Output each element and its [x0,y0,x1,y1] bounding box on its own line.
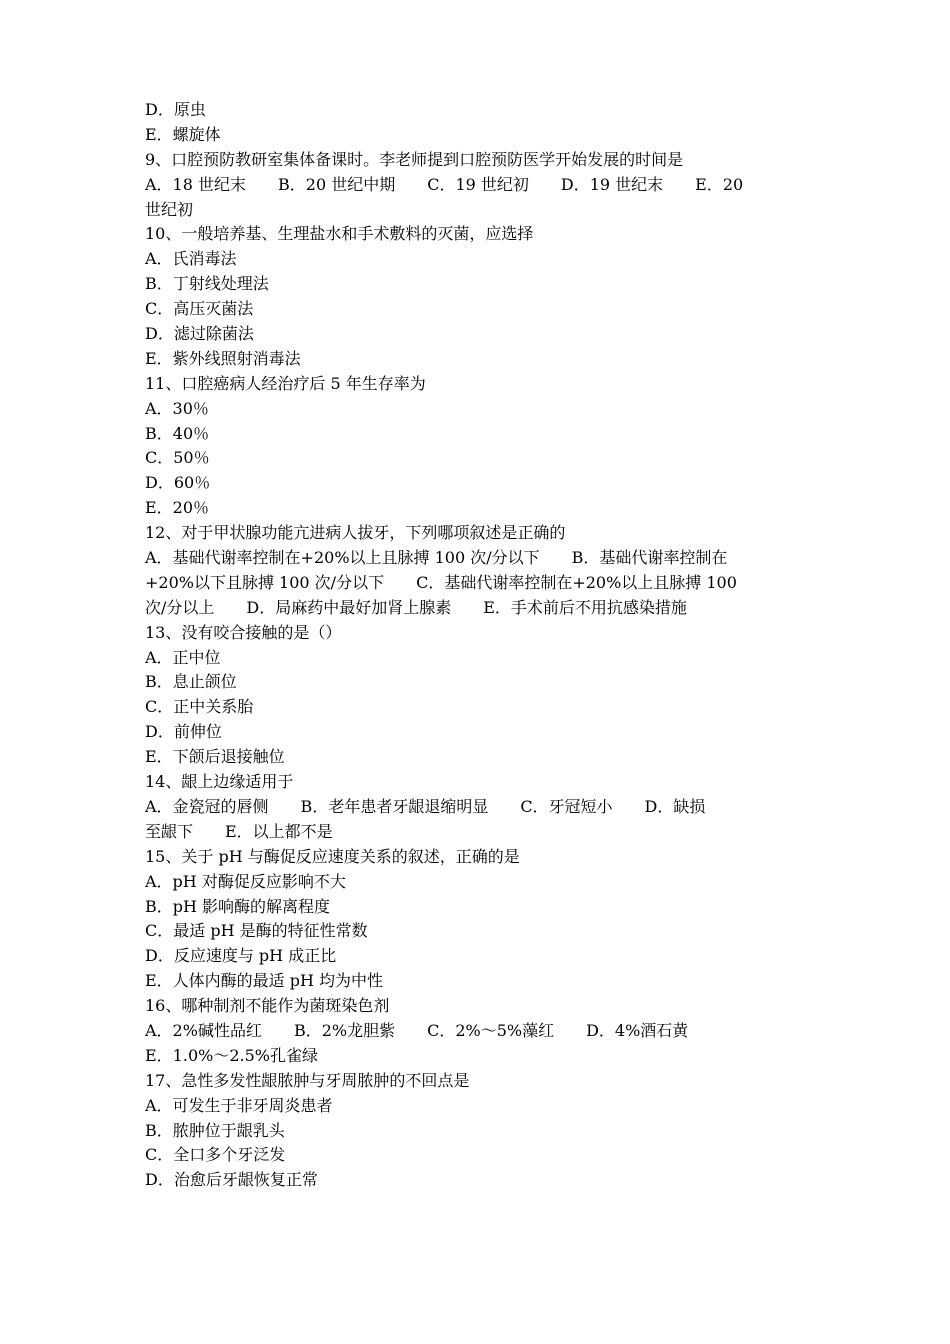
text-line: E．20％ [145,498,210,518]
text-line: D．60％ [145,473,211,493]
text-line: A．基础代谢率控制在+20%以上且脉搏 100 次/分以下 B．基础代谢率控制在 [145,548,728,568]
text-line: 世纪初 [145,199,194,219]
question-12: 12、对于甲状腺功能亢进病人拔牙，下列哪项叙述是正确的 [145,523,566,543]
text-line: C．50％ [145,448,210,468]
text-line: D．反应速度与 pH 成正比 [145,946,337,966]
question-13: 13、没有咬合接触的是（） [145,622,342,642]
text-line: C．正中关系胎 [145,697,254,717]
text-line: E．人体内酶的最适 pH 均为中性 [145,971,384,991]
text-line: B．40％ [145,423,210,443]
text-line: D．原虫 [145,100,206,119]
text-line: B．pH 影响酶的解离程度 [145,896,331,916]
text-line: B．丁射线处理法 [145,274,269,294]
text-line: 至龈下 E．以上都不是 [145,821,333,841]
question-9: 9、口腔预防教研室集体备课时。李老师提到口腔预防医学开始发展的时间是 [145,149,684,169]
question-11: 11、口腔癌病人经治疗后 5 年生存率为 [145,373,426,393]
text-line: C．最适 pH 是酶的特征性常数 [145,921,368,941]
text-line: C．全口多个牙泛发 [145,1145,286,1165]
text-line: D．治愈后牙龈恢复正常 [145,1170,318,1190]
text-line: E．1.0%～2.5%孔雀绿 [145,1045,318,1065]
question-10: 10、一般培养基、生理盐水和手术敷料的灭菌，应选择 [145,224,534,244]
text-line: C．高压灭菌法 [145,299,254,319]
text-line: +20%以下且脉搏 100 次/分以下 C．基础代谢率控制在+20%以上且脉搏 100 [145,572,737,592]
text-line: D．滤过除菌法 [145,324,254,344]
text-line: A．可发生于非牙周炎患者 [145,1095,333,1115]
text-line: E．紫外线照射消毒法 [145,348,301,368]
text-line: A．18 世纪末 B．20 世纪中期 C．19 世纪初 D．19 世纪末 E．20 [145,174,744,194]
question-14: 14、龈上边缘适用于 [145,772,294,792]
text-line: 次/分以上 D．局麻药中最好加肾上腺素 E．手术前后不用抗感染措施 [145,597,687,617]
text-line: B．脓肿位于龈乳头 [145,1120,285,1140]
question-15: 15、关于 pH 与酶促反应速度关系的叙述，正确的是 [145,846,520,866]
text-line: A．正中位 [145,647,221,667]
question-16: 16、哪种制剂不能作为菌斑染色剂 [145,996,390,1016]
text-line: A．氏消毒法 [145,249,237,269]
text-line: A．2%碱性品红 B．2%龙胆紫 C．2%～5%藻红 D．4%酒石黄 [145,1020,689,1040]
text-line: A．金瓷冠的唇侧 B．老年患者牙龈退缩明显 C．牙冠短小 D．缺损 [145,796,706,816]
text-line: B．息止颌位 [145,672,237,692]
text-line: E．螺旋体 [145,124,221,144]
text-line: E．下颌后退接触位 [145,747,285,767]
text-line: A．pH 对酶促反应影响不大 [145,871,346,891]
question-17: 17、急性多发性龈脓肿与牙周脓肿的不回点是 [145,1070,470,1090]
document-body [145,98,810,1193]
text-line: D．前伸位 [145,722,222,742]
text-line: A．30％ [145,398,209,418]
